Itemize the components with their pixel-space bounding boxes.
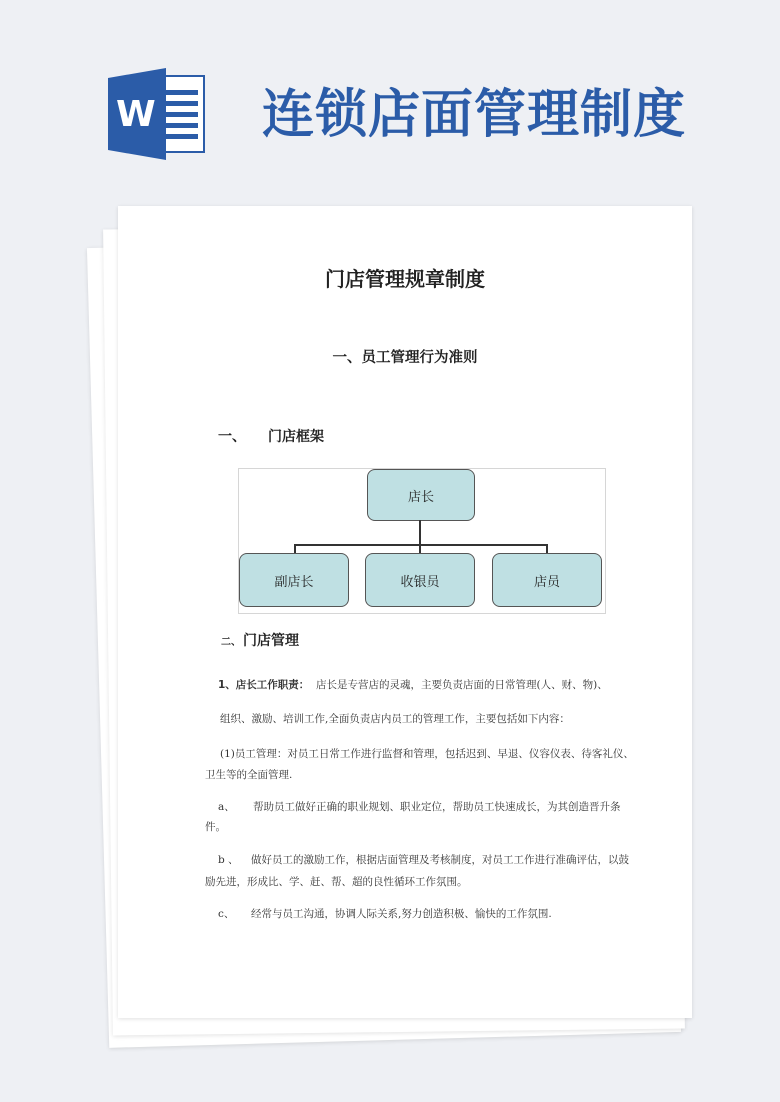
section1-heading: 一、员工管理行为准则 <box>332 350 478 366</box>
org-connector-right <box>546 544 548 553</box>
org-box-cashier: 收银员 <box>365 553 475 607</box>
subsection2-title: 门店管理 <box>243 633 299 649</box>
subsection1-number: 一、 <box>218 429 246 445</box>
org-box-deputy: 副店长 <box>239 553 349 607</box>
item-c-line1: 经常与员工沟通，协调人际关系,努力创造积极、愉快的工作氛围. <box>251 908 552 920</box>
subsection2-heading <box>221 630 299 650</box>
para1-line2: 卫生等的全面管理. <box>205 769 293 781</box>
subsection2-number: 二、 <box>221 637 241 648</box>
org-connector-left <box>294 544 296 553</box>
document-title: 门店管理规章制度 <box>325 267 485 291</box>
item-c-marker: c、 <box>218 908 235 920</box>
subsection1-title: 门店框架 <box>268 429 324 445</box>
item-b-marker: b 、 <box>218 854 239 866</box>
para1-line1: (1)员工管理：对员工日常工作进行监督和管理，包括迟到、早退、仪容仪表、待客礼仪、 <box>220 748 634 760</box>
org-box-clerk: 店员 <box>492 553 602 607</box>
item1-text: 店长是专营店的灵魂，主要负责店面的日常管理(人、财、物)、 <box>316 679 608 691</box>
item-a-line2: 件。 <box>205 821 226 833</box>
item1-line1 <box>218 677 608 692</box>
svg-text:W: W <box>116 94 156 135</box>
org-chart <box>238 468 606 614</box>
org-box-manager: 店长 <box>367 469 475 521</box>
item1-label: 1、店长工作职责： <box>218 679 310 691</box>
item1-line2: 组织、激励、培训工作,全面负责店内员工的管理工作，主要包括如下内容： <box>220 713 570 725</box>
item-b-line2: 励先进，形成比、学、赶、帮、超的良性循环工作氛围。 <box>205 876 468 888</box>
item-a-marker: a、 <box>218 801 235 813</box>
item-a-line1: 帮助员工做好正确的职业规划、职业定位，帮助员工快速成长，为其创造晋升条 <box>253 801 621 813</box>
org-connector-middle <box>419 544 421 553</box>
banner-title: 连锁店面管理制度 <box>262 85 687 145</box>
word-icon <box>108 68 208 160</box>
org-connector-vertical <box>419 520 421 545</box>
document-page <box>118 206 692 1018</box>
item-b-line1: 做好员工的激励工作，根据店面管理及考核制度，对员工工作进行准确评估，以鼓 <box>251 854 629 866</box>
